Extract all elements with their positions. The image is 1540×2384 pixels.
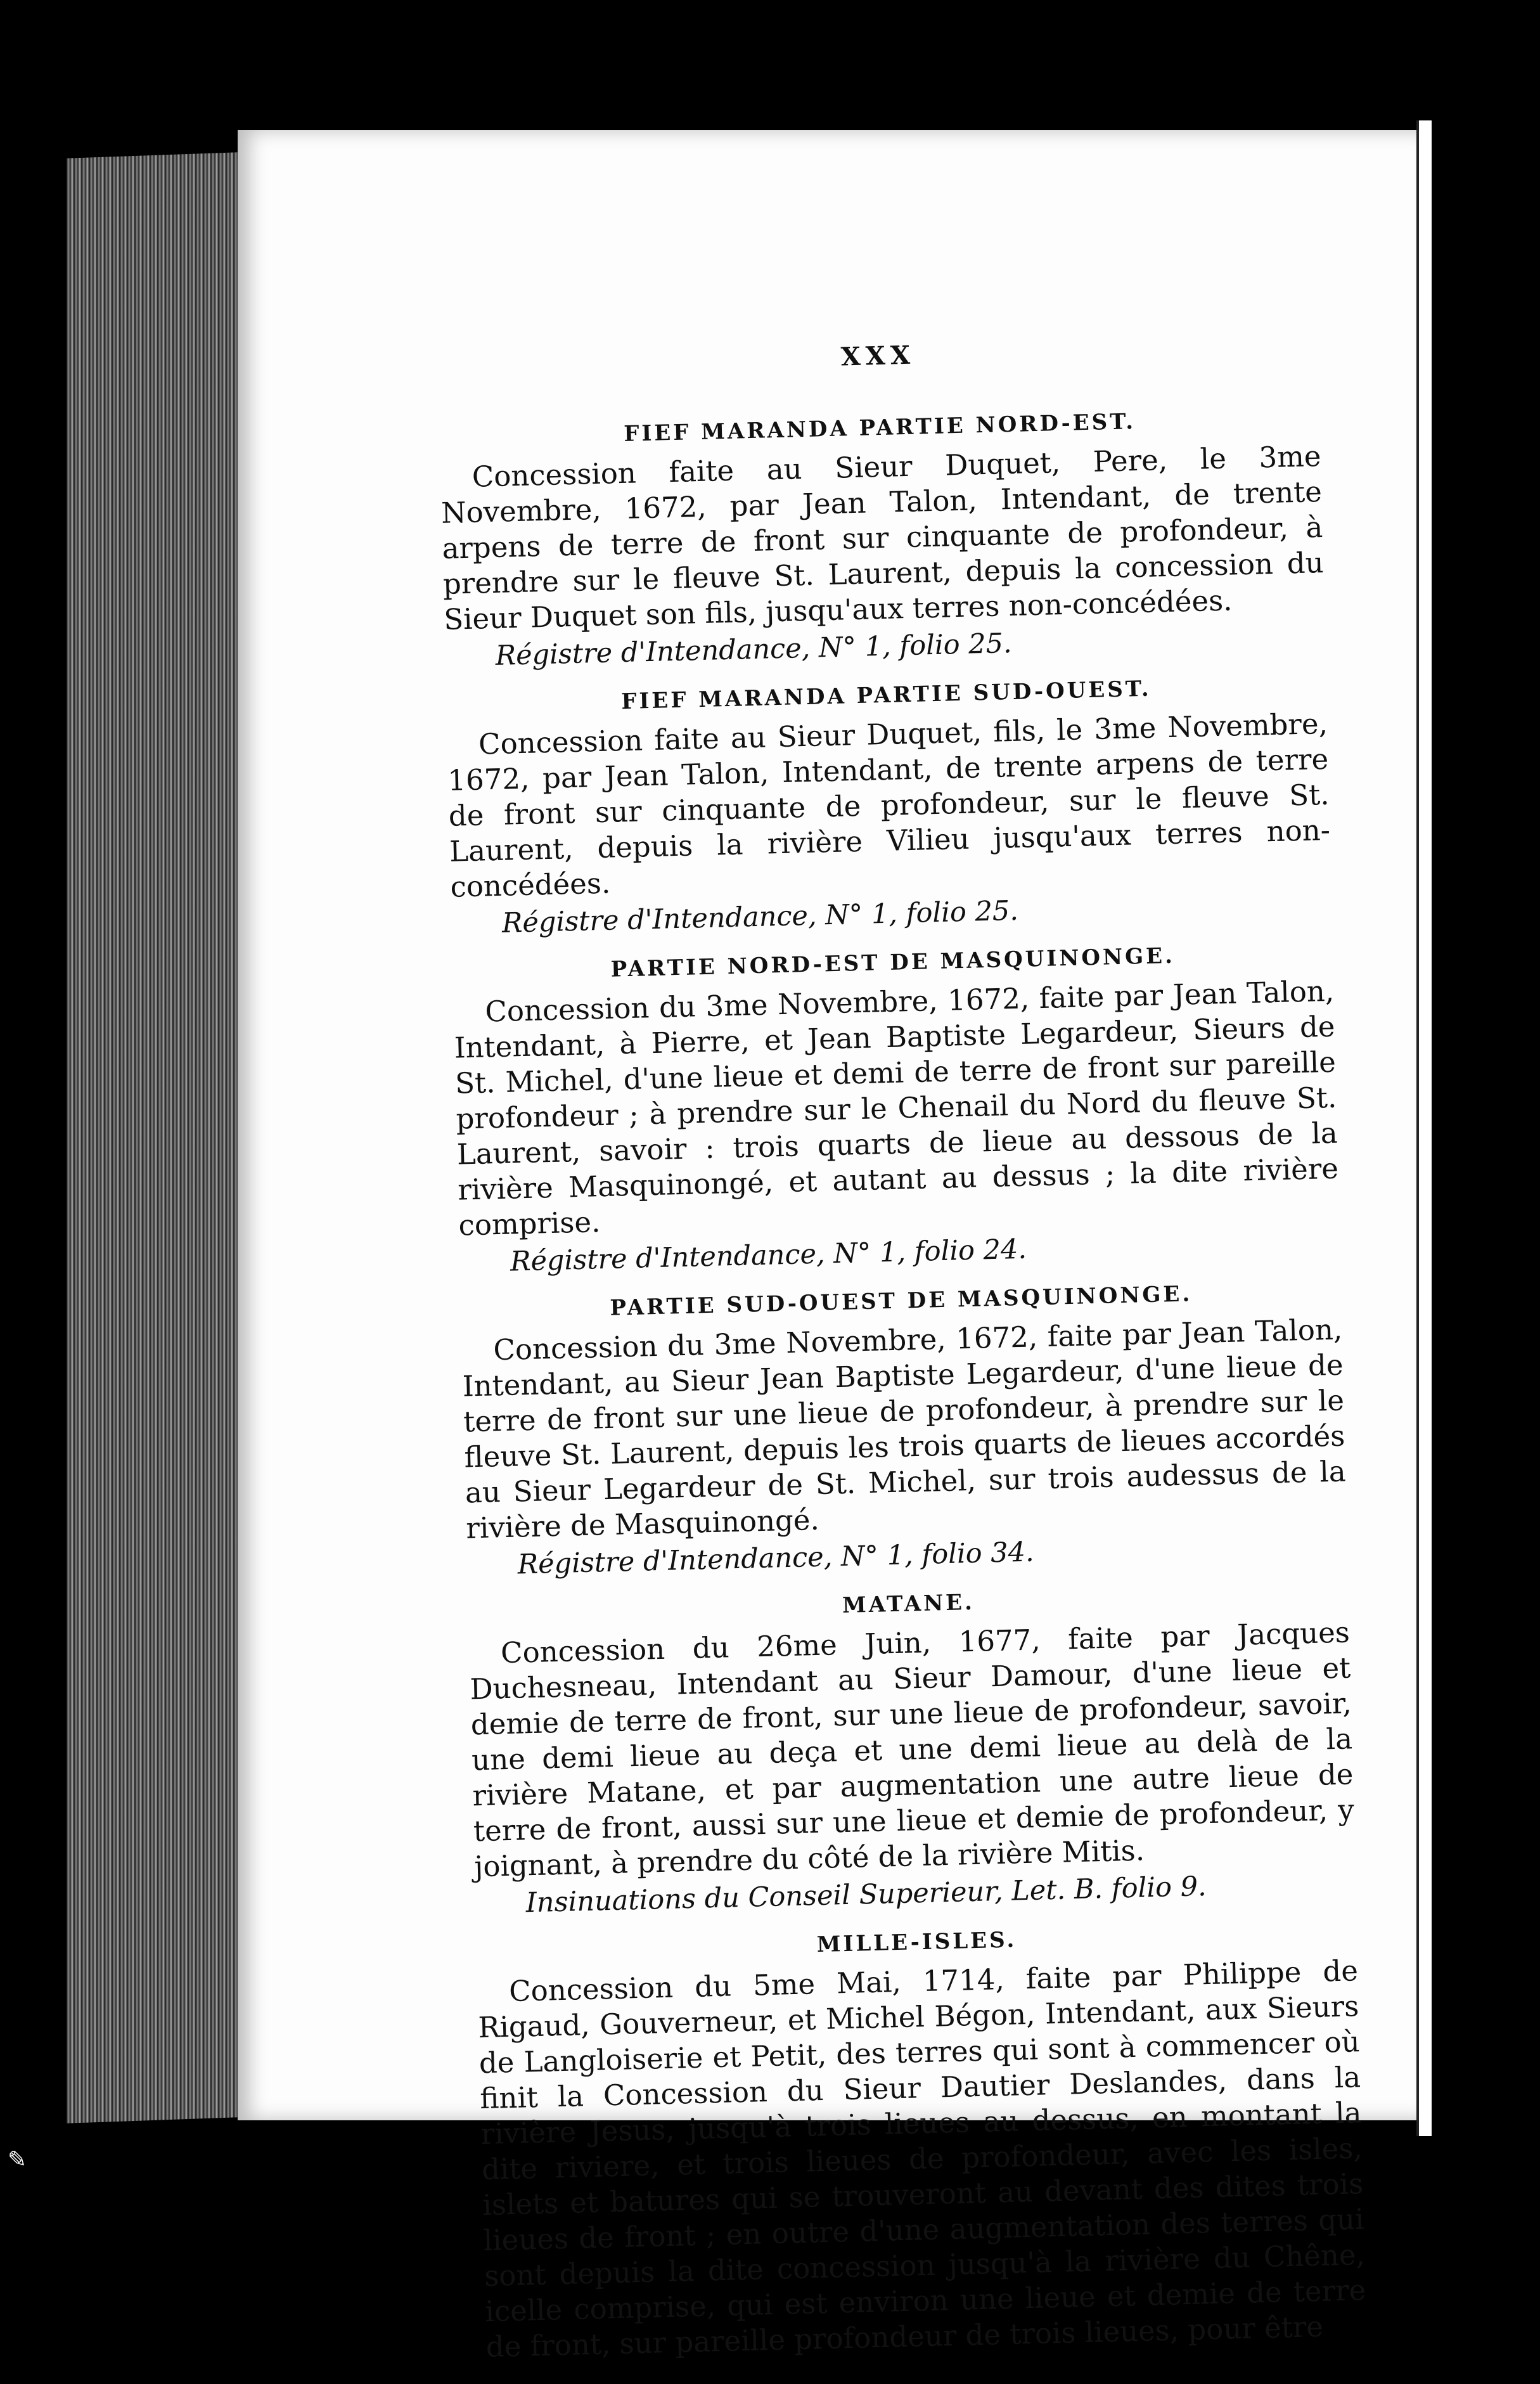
facing-page-edge — [1416, 120, 1432, 2136]
register-reference: Régistre d'Intendance, N° 1, folio 24. — [510, 1233, 1027, 1278]
section-fief-maranda-sud-ouest — [446, 672, 1332, 942]
section-mille-isles — [476, 1919, 1367, 2365]
section-body: Concession du 5me Mai, 1714, faite par Philippe de Rigaud, Gouverneur, et Michel Bégon, Intendant, aux Sieurs de Langloiserie et Petit, des terres qui sont à commencer où finit la Concession du Sieur Dautier Deslandes, dans la rivière Jesus, jusqu'à trois lieues au dessus, en montant la dite riviere, et trois lieues de profondeur, avec les isles, islets et batures qui se trouveront au devant des dites trois lieues de front ; en outre d'une augmentation des terres qui sont depuis la dite concession jusqu'à la rivière du Chêne, icelle comprise, qui est environ une lieue et demie de terre de front, sur pareille profondeur de trois lieues, pour être — [477, 1954, 1366, 2364]
page-content — [437, 330, 1368, 2384]
section-title: PARTIE NORD-EST DE MASQUINONGE. — [610, 943, 1176, 983]
register-reference: Régistre d'Intendance, N° 1, folio 25. — [501, 894, 1019, 939]
register-reference: Régistre d'Intendance, N° 1, folio 25. — [495, 627, 1013, 672]
section-body: Concession du 26me Juin, 1677, faite par Jacques Duchesneau, Intendant au Sieur Damour, d'une lieue et demie de terre de front, sur une lieue de profondeur, savoir, une demi lieue au deça et une demi lieue au delà de la rivière Matane, et par augmentation une autre lieue de terre de front, aussi sur une lieue et demie de profondeur, y joignant, à prendre du côté de la rivière Mitis. — [469, 1615, 1355, 1884]
section-fief-maranda-nord-est — [439, 404, 1326, 674]
scan-mark-icon: ✎ — [8, 2147, 27, 2173]
section-title: MATANE. — [842, 1589, 975, 1618]
section-title: PARTIE SUD-OUEST DE MASQUINONGE. — [609, 1281, 1193, 1321]
section-matane — [468, 1580, 1356, 1921]
page-number: XXX — [840, 340, 916, 372]
section-title: FIEF MARANDA PARTIE SUD-OUEST. — [620, 676, 1152, 715]
section-title: MILLE-ISLES. — [816, 1927, 1017, 1958]
register-reference: Insinuations du Conseil Superieur, Let. B. folio 9. — [525, 1871, 1207, 1919]
section-body: Concession faite au Sieur Duquet, Pere, le 3me Novembre, 1672, par Jean Talon, Intendant, de trente arpens de terre de front sur cinquante de profondeur, à prendre sur le fleuve St. Laurent, depuis la concession du Sieur Duquet son fils, jusqu'aux terres non-concédées. — [440, 439, 1325, 636]
section-body: Concession du 3me Novembre, 1672, faite par Jean Talon, Intendant, au Sieur Jean Baptiste Legardeur, d'une lieue de terre de front sur une lieue de profondeur, à prendre sur le fleuve St. Laurent, depuis les trois quarts de lieues accordés au Sieur Legardeur de St. Michel, sur trois audessus de la rivière de Masquinongé. — [462, 1312, 1347, 1545]
section-title: FIEF MARANDA PARTIE NORD-EST. — [623, 409, 1136, 447]
section-masquinonge-nord-est — [452, 939, 1340, 1280]
section-masquinonge-sud-ouest — [461, 1278, 1349, 1583]
section-body: Concession du 3me Novembre, 1672, faite par Jean Talon, Intendant, à Pierre, et Jean Baptiste Legardeur, Sieurs de St. Michel, d'une lieue et demi de terre de front sur pareille profondeur ; à prendre sur le Chenail du Nord du fleuve St. Laurent, savoir : trois quarts de lieue au dessous de la rivière Masquinongé, et autant au dessus ; la dite rivière comprise. — [454, 974, 1339, 1242]
section-body: Concession faite au Sieur Duquet, fils, le 3me Novembre, 1672, par Jean Talon, Intendant, de trente arpens de terre de front sur cinquante de profondeur, sur le fleuve St. Laurent, depuis la rivière Vilieu jusqu'aux terres non-concédées. — [447, 706, 1331, 904]
book-page-edges — [67, 152, 238, 2123]
register-reference: Régistre d'Intendance, N° 1, folio 34. — [517, 1536, 1035, 1581]
